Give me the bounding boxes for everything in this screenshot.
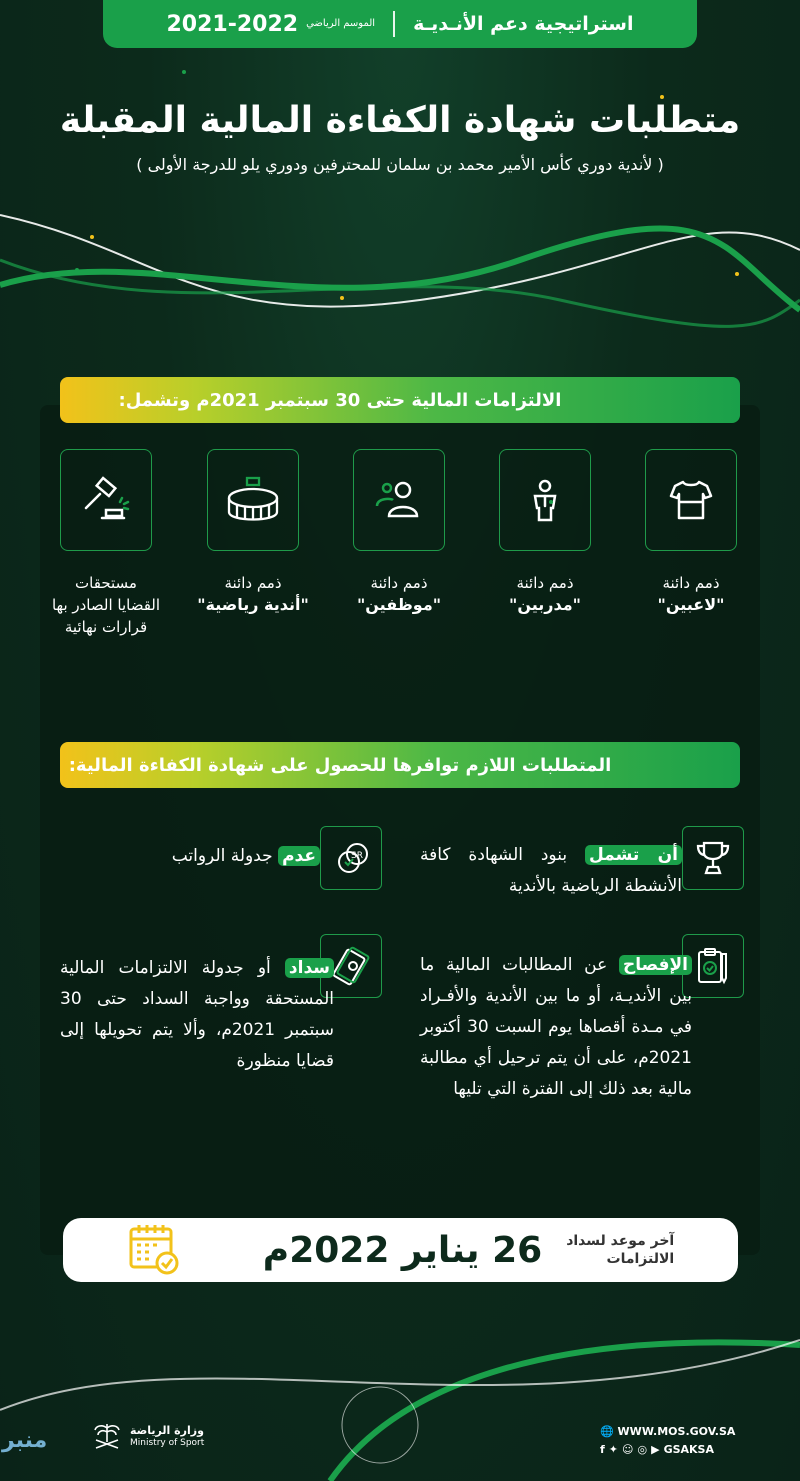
employees-icon — [353, 449, 445, 551]
calendar-icon — [127, 1221, 181, 1279]
facebook-icon[interactable]: f — [600, 1443, 605, 1456]
requirement-no-scheduling — [110, 841, 320, 872]
palm-emblem-icon — [90, 1420, 124, 1454]
requirement-text: جدولة الرواتب — [171, 846, 273, 866]
coach-icon — [499, 449, 591, 551]
category-coaches — [475, 572, 615, 616]
category-value: "أندية رياضية" — [197, 595, 309, 614]
category-value: "موظفين" — [356, 595, 442, 614]
category-value: القضايا الصادر بها قرارات نهائية — [51, 596, 161, 636]
requirement-scope — [420, 840, 682, 902]
page-subtitle: ( لأندية دوري كأس الأمير محمد بن سلمان للمحترفين ودوري يلو للدرجة الأولى ) — [136, 155, 664, 174]
deadline-label: آخر موعد لسداد الالتزامات — [566, 1233, 675, 1267]
decor-dot — [735, 272, 739, 276]
ministry-logo — [90, 1420, 204, 1454]
category-employees — [329, 572, 469, 616]
banner-divider — [393, 11, 395, 37]
social-links[interactable] — [600, 1443, 714, 1456]
top-banner — [103, 0, 697, 48]
decor-dot — [182, 70, 186, 74]
watermark-logo: منبر — [2, 1428, 48, 1453]
section1-heading: الالتزامات المالية حتى 30 سبتمبر 2021م وتشمل: — [60, 377, 740, 423]
requirement-disclosure — [420, 950, 692, 1105]
social-handle: GSAKSA — [663, 1443, 714, 1456]
decor-dot — [340, 296, 344, 300]
strategy-title: استراتيجية دعم الأنـديـة — [413, 13, 634, 35]
category-clubs — [183, 572, 323, 616]
jersey-icon — [645, 449, 737, 551]
instagram-icon[interactable]: ◎ — [637, 1443, 648, 1456]
deadline-banner — [63, 1218, 738, 1282]
requirement-payment — [60, 953, 334, 1077]
season-years: 2021-2022 — [166, 11, 299, 37]
youtube-icon[interactable]: ▶ — [651, 1443, 660, 1456]
page-title: متطلبات شهادة الكفاءة المالية المقبلة — [59, 100, 741, 141]
requirement-text: عن المطالبات المالية ما بين الأنديـة، أو ما بين الأندية والأفـراد في مـدة أقصاها يوم السبت 30 أكتوبر 2021م، على أن يتم ترحيل أي مطالبة مالية بعد ذلك إلى الفترة التي تليها — [420, 955, 693, 1099]
trophy-icon — [682, 826, 744, 890]
ministry-name-en: Ministry of Sport — [130, 1438, 205, 1448]
requirement-highlight: أن تشمل — [585, 845, 682, 865]
category-cases — [36, 572, 176, 638]
deadline-date: 26 يناير 2022م — [262, 1229, 543, 1271]
category-label: ذمم دائنة — [662, 574, 720, 592]
snapchat-icon[interactable]: ☺ — [622, 1443, 634, 1456]
globe-icon: 🌐 — [600, 1425, 614, 1438]
ministry-name-ar: وزارة الرياضة — [130, 1424, 204, 1437]
requirement-highlight: سداد — [285, 958, 334, 978]
coin-icon — [320, 826, 382, 890]
svg-text:SR: SR — [351, 851, 363, 861]
decor-dot — [75, 268, 79, 272]
category-label: ذمم دائنة — [224, 574, 282, 592]
season-label: الموسم الرياضي — [306, 18, 376, 29]
requirement-text: أو جدولة الالتزامات المالية المستحقة وواجبة السداد حتى 30 سبتمبر 2021م، وألا يتم تحويلها إلى قضايا منظورة — [60, 958, 334, 1071]
requirement-highlight: عدم — [278, 846, 320, 866]
season — [167, 12, 376, 37]
category-value: "مدربين" — [509, 595, 581, 614]
category-label: مستحقات — [75, 574, 137, 592]
gavel-icon — [60, 449, 152, 551]
website-link[interactable] — [600, 1425, 735, 1438]
decor-dot — [660, 95, 664, 99]
category-value: "لاعبين" — [657, 595, 725, 614]
category-label: ذمم دائنة — [516, 574, 574, 592]
decor-dot — [90, 235, 94, 239]
requirement-text: بنود الشهادة كافة الأنشطة الرياضية بالأندية — [420, 845, 682, 896]
twitter-icon[interactable]: ✦ — [608, 1443, 619, 1456]
website-text: WWW.MOS.GOV.SA — [617, 1425, 736, 1438]
stadium-icon — [207, 449, 299, 551]
category-label: ذمم دائنة — [370, 574, 428, 592]
decor-dot — [690, 230, 694, 234]
ministry-name — [130, 1425, 204, 1449]
section2-heading: المتطلبات اللازم توافرها للحصول على شهادة الكفاءة المالية: — [60, 742, 740, 788]
category-players — [621, 572, 761, 616]
requirement-highlight: الإفصاح — [619, 955, 692, 975]
